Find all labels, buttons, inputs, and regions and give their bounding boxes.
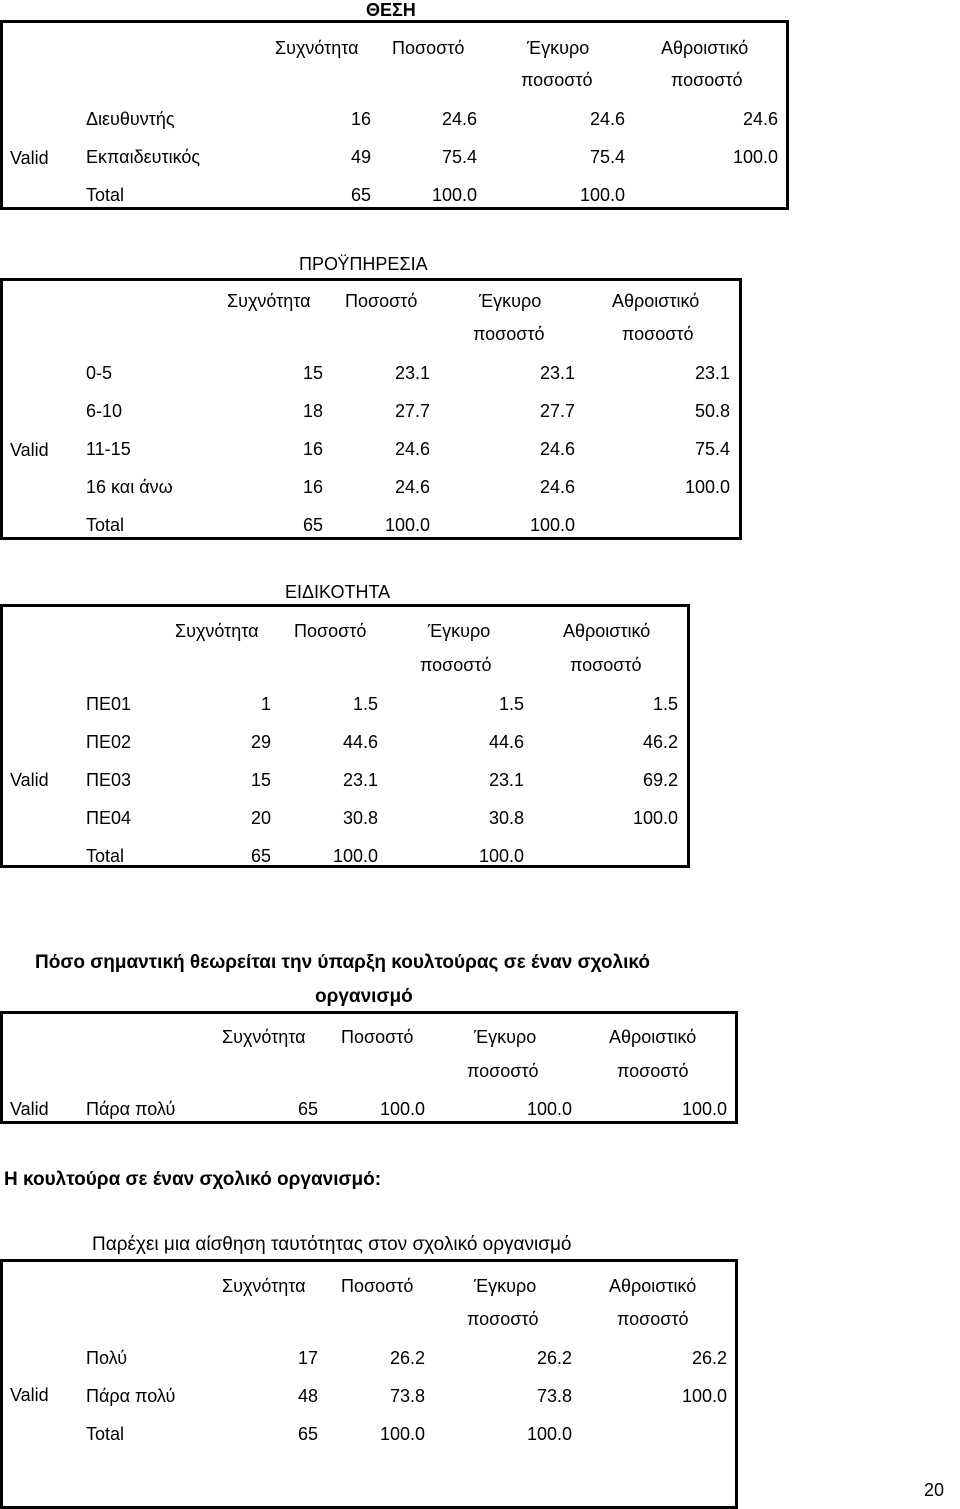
table2-header-cum2: ποσοστό [622,324,694,344]
table3-cell-valid-percent: 100.0 [478,846,524,866]
table1-header-cum1: Αθροιστικό [661,38,749,58]
table4-header-valid2: ποσοστό [467,1061,539,1081]
table2-cell-percent: 23.1 [394,363,430,383]
table1-cell-cumulative-percent: 100.0 [732,147,778,167]
table1-cell-freq: 65 [350,185,371,205]
table2-header-freq: Συχνότητα [227,291,311,311]
table3-row-label: ΠΕ01 [86,694,132,714]
table3-row-label: ΠΕ02 [86,732,132,752]
table2-cell-cumulative-percent: 50.8 [694,401,730,421]
table2-valid-label: Valid [10,440,49,460]
table4-header-cum2: ποσοστό [617,1061,689,1081]
table3-cell-freq: 15 [250,770,271,790]
table1-cell-percent: 24.6 [441,109,477,129]
table2-cell-percent: 27.7 [394,401,430,421]
table3-cell-percent: 100.0 [332,846,378,866]
table3-cell-freq: 20 [250,808,271,828]
table4-header-cum1: Αθροιστικό [609,1027,697,1047]
table1-header-percent: Ποσοστό [392,38,465,58]
table5-cell-valid-percent: 26.2 [536,1348,572,1368]
table4-cell-cumulative-percent: 100.0 [681,1099,727,1119]
table1-cell-valid-percent: 75.4 [589,147,625,167]
table1-cell-percent: 75.4 [441,147,477,167]
table5-cell-cumulative-percent: 100.0 [681,1386,727,1406]
table3-cell-freq: 29 [250,732,271,752]
table3-row-label: ΠΕ04 [86,808,132,828]
table2-cell-valid-percent: 23.1 [539,363,575,383]
table4-cell-valid-percent: 100.0 [526,1099,572,1119]
table4-title-line2: οργανισμό [315,986,413,1007]
table2-row-label: 16 και άνω [86,477,173,497]
table5-cell-valid-percent: 73.8 [536,1386,572,1406]
table5-cell-freq: 65 [297,1424,318,1444]
table4-cell-freq: 65 [297,1099,318,1119]
table1-title: ΘΕΣΗ [366,0,416,20]
table3-valid-label: Valid [10,770,49,790]
table4-title-line1: Πόσο σημαντική θεωρείται την ύπαρξη κουλτούρας σε έναν σχολικό [35,952,650,973]
table2-row-label: 6-10 [86,401,123,421]
table5-cell-cumulative-percent: 26.2 [691,1348,727,1368]
table5-row-label: Πολύ [86,1348,128,1368]
table2-cell-valid-percent: 27.7 [539,401,575,421]
table2-cell-freq: 18 [302,401,323,421]
table2-cell-cumulative-percent: 75.4 [694,439,730,459]
table5-cell-valid-percent: 100.0 [526,1424,572,1444]
table2-cell-percent: 100.0 [384,515,430,535]
table3-title: ΕΙΔΙΚΟΤΗΤΑ [285,582,391,602]
table1-valid-label: Valid [10,148,49,168]
table5-cell-freq: 17 [297,1348,318,1368]
table3-header-valid2: ποσοστό [420,655,492,675]
table1-row-label: Διευθυντής [86,109,175,129]
table2-cell-valid-percent: 100.0 [529,515,575,535]
table3-cell-cumulative-percent: 1.5 [652,694,678,714]
table1-row-label: Total [86,185,125,205]
table5-cell-freq: 48 [297,1386,318,1406]
table2-cell-freq: 16 [302,439,323,459]
table1-header-freq: Συχνότητα [275,38,359,58]
table5-cell-percent: 100.0 [379,1424,425,1444]
table3-header-percent: Ποσοστό [294,621,367,641]
table1-cell-freq: 16 [350,109,371,129]
table4-header-freq: Συχνότητα [222,1027,306,1047]
table4-header-percent: Ποσοστό [341,1027,414,1047]
table4-header-valid1: Έγκυρο [474,1027,537,1047]
table3-cell-percent: 1.5 [352,694,378,714]
table3-header-freq: Συχνότητα [175,621,259,641]
table3-row-label: Total [86,846,125,866]
table1-cell-valid-percent: 24.6 [589,109,625,129]
table3-cell-valid-percent: 30.8 [488,808,524,828]
table2-header-valid1: Έγκυρο [479,291,542,311]
table3-cell-percent: 30.8 [342,808,378,828]
table1-row-label: Εκπαιδευτικός [86,147,201,167]
table3-cell-percent: 44.6 [342,732,378,752]
table5-header-cum1: Αθροιστικό [609,1276,697,1296]
table3-header-valid1: Έγκυρο [428,621,491,641]
table2-row-label: 0-5 [86,363,113,383]
table3-header-cum2: ποσοστό [570,655,642,675]
table2-cell-percent: 24.6 [394,477,430,497]
table2-cell-cumulative-percent: 23.1 [694,363,730,383]
table4-valid-label: Valid [10,1099,49,1119]
table1-cell-cumulative-percent: 24.6 [742,109,778,129]
table3-cell-valid-percent: 44.6 [488,732,524,752]
table1-cell-percent: 100.0 [431,185,477,205]
table5-header-valid2: ποσοστό [467,1309,539,1329]
table5-row-label: Total [86,1424,125,1444]
table2-header-cum1: Αθροιστικό [612,291,700,311]
table2-row-label: Total [86,515,125,535]
table5-box [0,1259,738,1509]
table5-cell-percent: 26.2 [389,1348,425,1368]
table2-cell-freq: 65 [302,515,323,535]
table3-header-cum1: Αθροιστικό [563,621,651,641]
page-number: 20 [923,1480,944,1500]
section-heading: Η κουλτούρα σε έναν σχολικό οργανισμό: [4,1169,382,1190]
table2-cell-percent: 24.6 [394,439,430,459]
table3-cell-cumulative-percent: 69.2 [642,770,678,790]
table1-header-valid2: ποσοστό [521,70,593,90]
table5-row-label: Πάρα πολύ [86,1386,176,1406]
table2-title: ΠΡΟΫΠΗΡΕΣΙΑ [299,254,428,274]
table1-header-cum2: ποσοστό [671,70,743,90]
table3-row-label: ΠΕ03 [86,770,132,790]
table3-cell-percent: 23.1 [342,770,378,790]
table5-header-cum2: ποσοστό [617,1309,689,1329]
table1-cell-freq: 49 [350,147,371,167]
table4-row-label: Πάρα πολύ [86,1099,176,1119]
table2-cell-freq: 16 [302,477,323,497]
table4-cell-percent: 100.0 [379,1099,425,1119]
table3-cell-cumulative-percent: 100.0 [632,808,678,828]
table5-title: Παρέχει μια αίσθηση ταυτότητας στον σχολικό οργανισμό [92,1234,572,1255]
table5-header-valid1: Έγκυρο [474,1276,537,1296]
table5-header-freq: Συχνότητα [222,1276,306,1296]
table2-cell-valid-percent: 24.6 [539,477,575,497]
table1-cell-valid-percent: 100.0 [579,185,625,205]
table3-cell-valid-percent: 23.1 [488,770,524,790]
table2-row-label: 11-15 [86,439,131,459]
table3-cell-valid-percent: 1.5 [498,694,524,714]
table2-cell-freq: 15 [302,363,323,383]
table5-header-percent: Ποσοστό [341,1276,414,1296]
table5-cell-percent: 73.8 [389,1386,425,1406]
table2-cell-valid-percent: 24.6 [539,439,575,459]
table3-cell-cumulative-percent: 46.2 [642,732,678,752]
table3-cell-freq: 65 [250,846,271,866]
table2-cell-cumulative-percent: 100.0 [684,477,730,497]
table3-cell-freq: 1 [260,694,271,714]
table2-header-percent: Ποσοστό [345,291,418,311]
table1-header-valid1: Έγκυρο [527,38,590,58]
table5-valid-label: Valid [10,1385,49,1405]
table2-header-valid2: ποσοστό [473,324,545,344]
